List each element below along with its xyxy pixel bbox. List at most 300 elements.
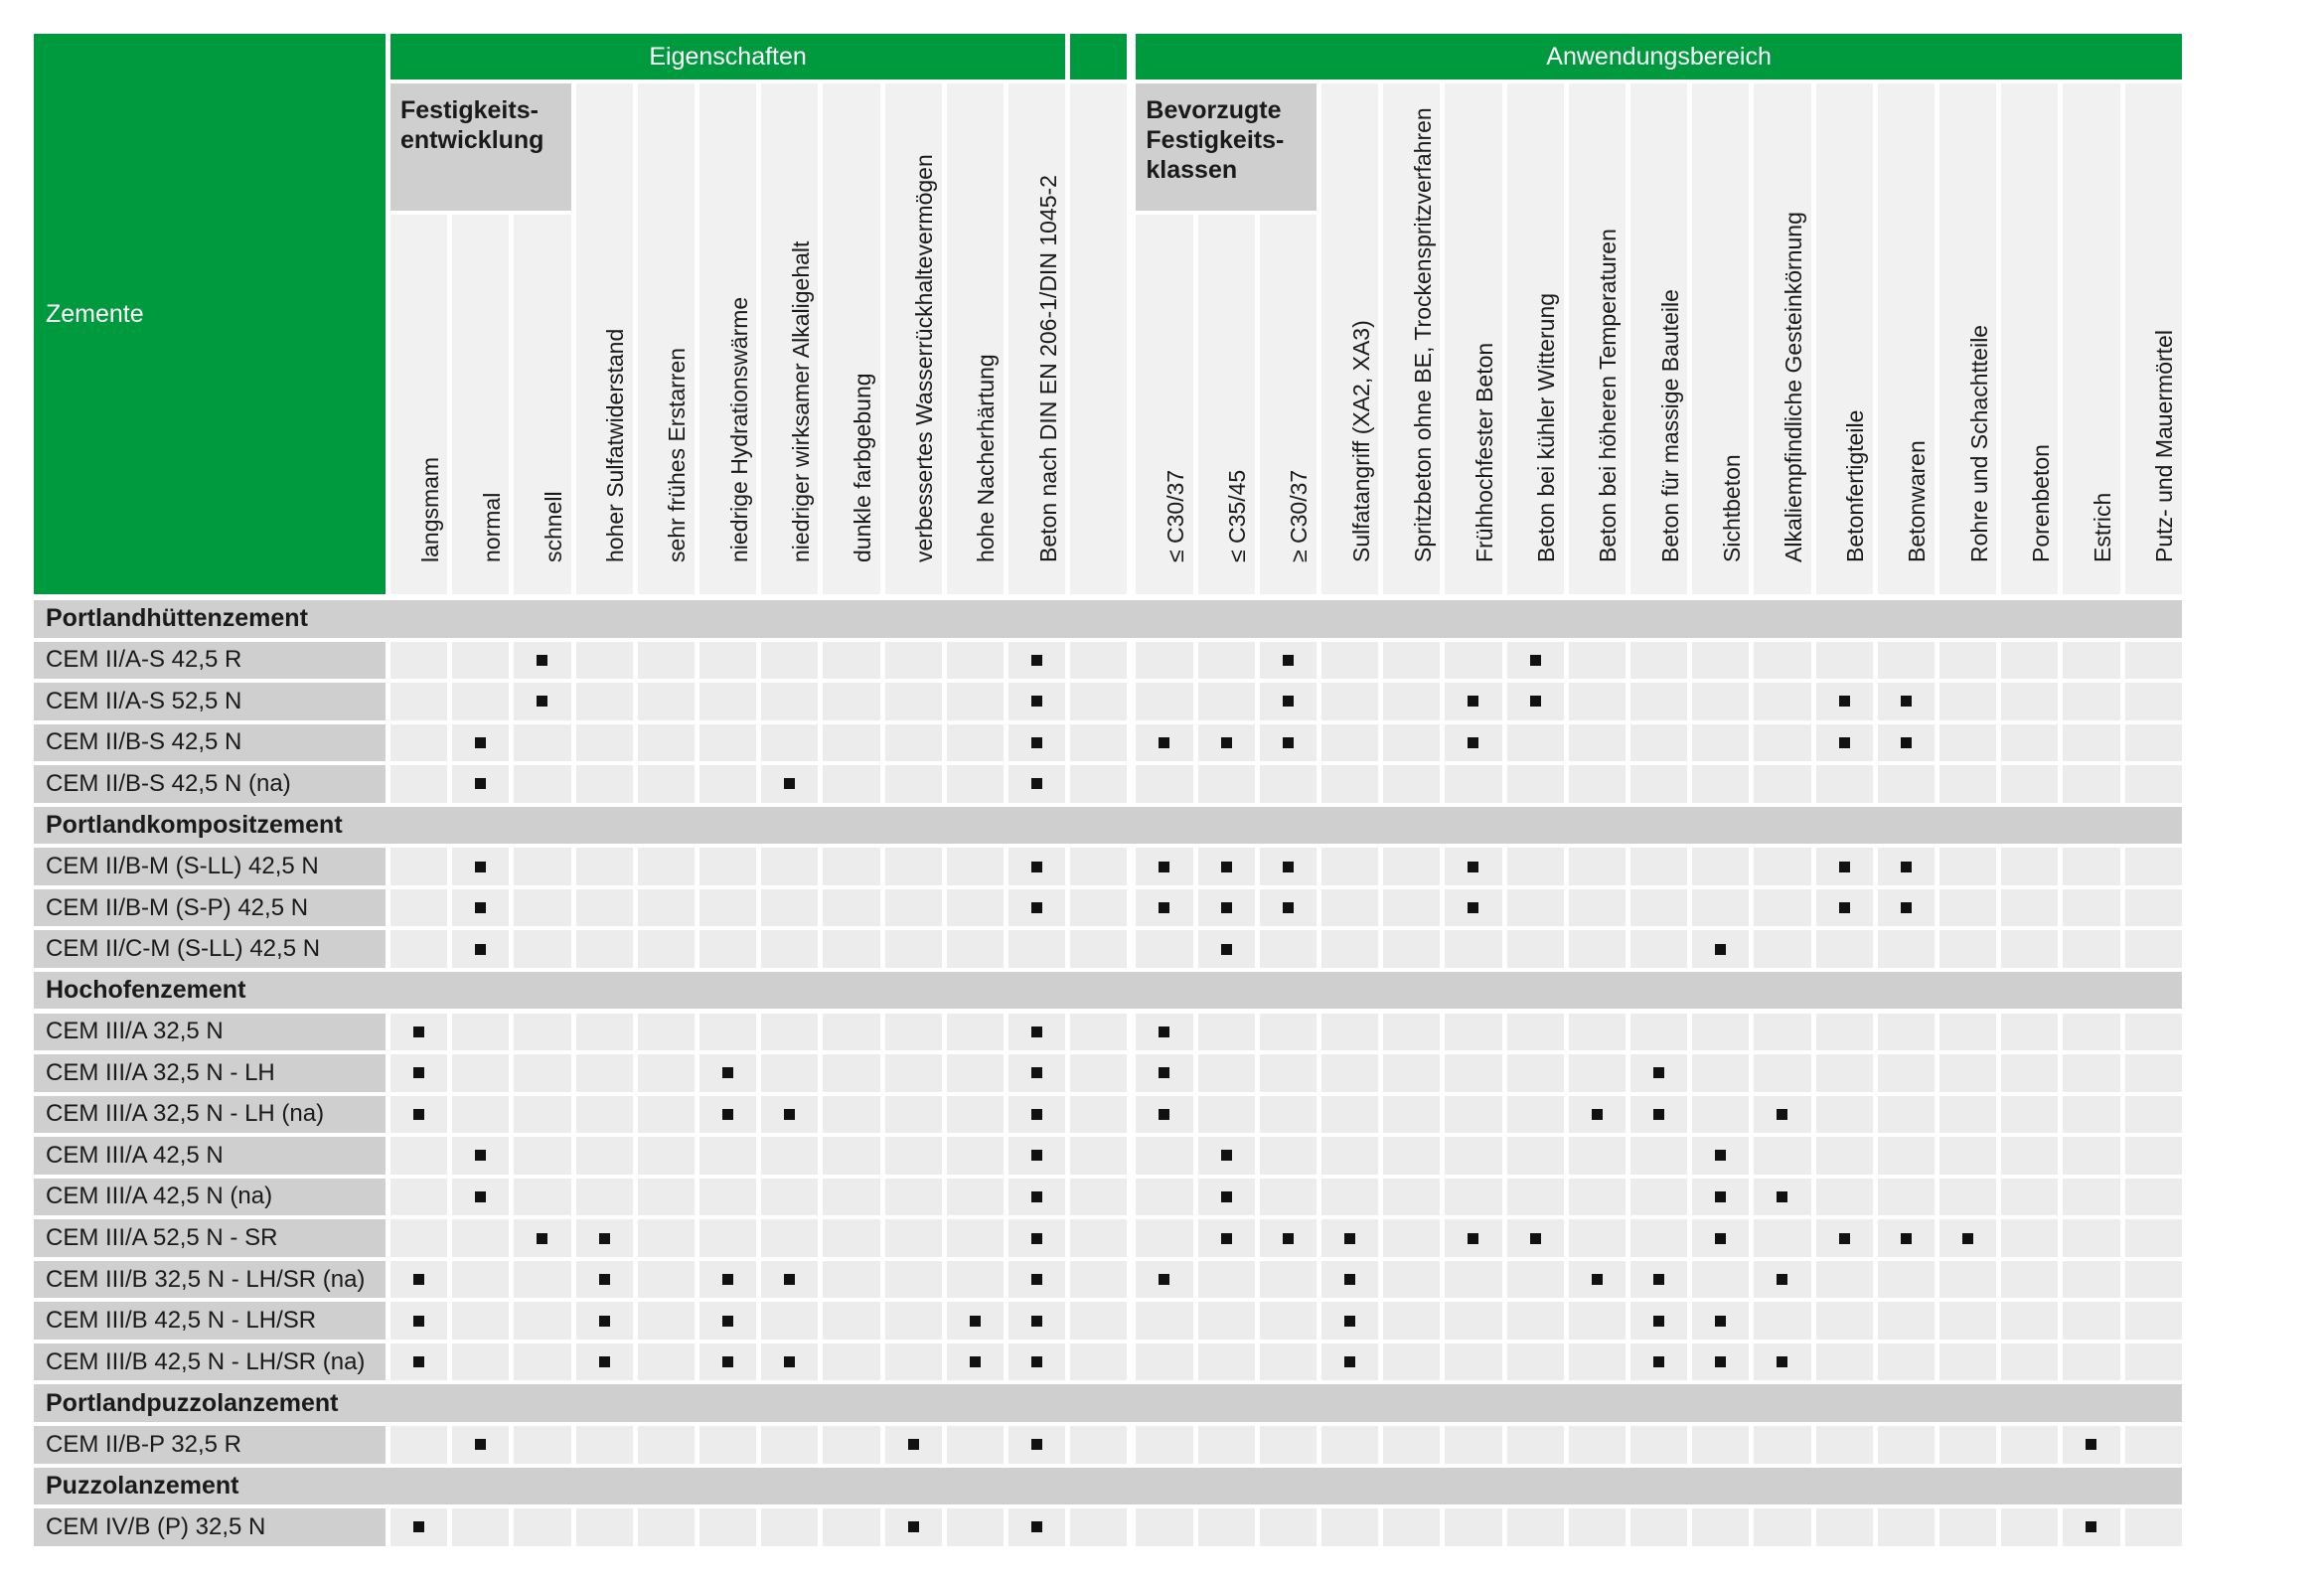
table-cell — [390, 1096, 447, 1134]
column-header — [1507, 83, 1564, 594]
table-cell — [699, 683, 756, 720]
table-cell — [514, 642, 570, 680]
table-cell — [1754, 642, 1810, 680]
column-label: niedriger wirksamer Alkaligehalt — [787, 240, 814, 562]
table-cell — [1816, 765, 1873, 803]
mark-square — [1159, 737, 1169, 748]
table-cell — [1445, 1508, 1501, 1546]
mark-square — [1344, 1274, 1355, 1285]
table-cell — [1692, 1302, 1749, 1340]
table-cell — [1692, 848, 1749, 885]
table-cell — [452, 1054, 509, 1092]
table-cell — [638, 642, 695, 680]
table-cell — [1878, 1096, 1935, 1134]
table-cell — [1507, 642, 1564, 680]
table-cell — [2063, 1014, 2119, 1051]
table-cell — [1754, 1179, 1810, 1216]
mark-square — [1159, 1067, 1169, 1078]
table-cell — [1321, 848, 1378, 885]
mark-square — [413, 1521, 424, 1532]
table-cell — [1878, 724, 1935, 762]
table-cell — [390, 1179, 447, 1216]
column-label: Beton für massige Bauteile — [1656, 289, 1683, 562]
section-row: Hochofenzement — [34, 972, 2182, 1010]
row-label: CEM III/A 32,5 N - LH — [34, 1054, 386, 1092]
table-cell — [390, 1261, 447, 1299]
table-cell — [2125, 1014, 2182, 1051]
spacer-header — [1070, 34, 1127, 79]
table-cell — [1136, 1508, 1192, 1546]
column-label: sehr frühes Erstarren — [664, 347, 691, 562]
mark-square — [1901, 737, 1912, 748]
table-cell — [1008, 1054, 1065, 1092]
mark-square — [1777, 1191, 1787, 1202]
table-cell — [947, 889, 1004, 927]
table-cell — [452, 930, 509, 968]
column-header — [1136, 215, 1192, 594]
table-cell — [885, 1508, 942, 1546]
table-cell — [2125, 1054, 2182, 1092]
table-cell — [699, 724, 756, 762]
table-cell — [576, 1219, 633, 1257]
mark-square — [1777, 1356, 1787, 1367]
table-cell — [452, 683, 509, 720]
table-cell — [885, 1261, 942, 1299]
mark-square — [1468, 1233, 1478, 1244]
table-cell — [699, 642, 756, 680]
table-cell — [1136, 1014, 1192, 1051]
table-cell — [1507, 683, 1564, 720]
table-cell — [1198, 1261, 1255, 1299]
mark-square — [537, 1233, 547, 1244]
table-cell — [1939, 1137, 1996, 1175]
row-label: CEM II/C-M (S-LL) 42,5 N — [34, 930, 386, 968]
table-cell — [1939, 930, 1996, 968]
table-cell — [452, 1096, 509, 1134]
column-label: Beton nach DIN EN 206-1/DIN 1045-2 — [1034, 175, 1061, 562]
row-label: CEM II/B-M (S-P) 42,5 N — [34, 889, 386, 927]
table-cell — [1754, 1343, 1810, 1381]
table-cell — [699, 1302, 756, 1340]
table-cell — [1008, 642, 1065, 680]
table-cell — [1321, 1261, 1378, 1299]
mark-square — [970, 1356, 981, 1367]
table-cell — [514, 1426, 570, 1464]
table-cell — [947, 930, 1004, 968]
table-cell — [1569, 889, 1626, 927]
table-cell — [1008, 930, 1065, 968]
table-cell — [947, 683, 1004, 720]
table-cell — [1008, 1302, 1065, 1340]
table-cell — [1321, 765, 1378, 803]
table-cell — [1198, 1014, 1255, 1051]
table-cell — [761, 848, 818, 885]
column-header — [1692, 83, 1749, 594]
table-cell — [1321, 930, 1378, 968]
table-cell — [823, 1261, 879, 1299]
mark-square — [1031, 778, 1042, 789]
table-cell — [1321, 889, 1378, 927]
table-cell — [823, 1302, 879, 1340]
table-cell — [1630, 1302, 1687, 1340]
table-cell — [1383, 1096, 1440, 1134]
table-cell — [1692, 1179, 1749, 1216]
table-cell — [699, 1343, 756, 1381]
table-cell — [1754, 1137, 1810, 1175]
mark-square — [1031, 1191, 1042, 1202]
mark-square — [1715, 1150, 1726, 1161]
table-cell — [1136, 1179, 1192, 1216]
column-label: Betonwaren — [1904, 440, 1931, 562]
table-cell — [1816, 1261, 1873, 1299]
table-cell — [947, 1137, 1004, 1175]
mark-square — [1901, 1233, 1912, 1244]
mark-square — [1715, 1233, 1726, 1244]
table-cell — [2125, 1137, 2182, 1175]
table-cell — [1008, 724, 1065, 762]
column-header — [1008, 83, 1065, 594]
table-cell — [1507, 1219, 1564, 1257]
mark-square — [1344, 1233, 1355, 1244]
table-cell — [1383, 1179, 1440, 1216]
table-cell — [514, 1219, 570, 1257]
table-cell — [823, 1096, 879, 1134]
table-cell — [390, 765, 447, 803]
table-cell — [1198, 1302, 1255, 1340]
mark-square — [1839, 902, 1850, 913]
table-cell — [514, 683, 570, 720]
table-cell — [885, 1054, 942, 1092]
table-cell — [1008, 1219, 1065, 1257]
table-cell — [1878, 1302, 1935, 1340]
table-cell — [2001, 889, 2058, 927]
table-cell — [699, 1014, 756, 1051]
table-cell — [1260, 848, 1317, 885]
column-header — [823, 83, 879, 594]
table-cell — [823, 1219, 879, 1257]
table-cell — [638, 889, 695, 927]
table-cell — [1692, 1219, 1749, 1257]
table-cell — [1816, 889, 1873, 927]
section-row: Puzzolanzement — [34, 1468, 2182, 1505]
table-cell — [1321, 1302, 1378, 1340]
mark-square — [722, 1067, 733, 1078]
table-cell — [947, 1054, 1004, 1092]
table-cell — [1507, 889, 1564, 927]
table-cell — [1383, 1508, 1440, 1546]
table-cell — [1754, 1219, 1810, 1257]
table-cell — [1939, 1302, 1996, 1340]
table-cell — [823, 889, 879, 927]
table-cell — [1939, 848, 1996, 885]
column-label: Beton bei kühler Witterung — [1533, 292, 1560, 562]
table-cell — [2001, 1261, 2058, 1299]
table-cell — [1878, 765, 1935, 803]
mark-square — [475, 737, 486, 748]
table-cell — [1939, 642, 1996, 680]
table-cell — [1070, 889, 1127, 927]
table-cell — [1816, 1179, 1873, 1216]
table-cell — [1630, 642, 1687, 680]
table-cell — [452, 1343, 509, 1381]
table-cell — [1569, 1179, 1626, 1216]
table-cell — [823, 765, 879, 803]
table-cell — [1198, 1426, 1255, 1464]
table-cell — [2063, 889, 2119, 927]
table-cell — [2125, 889, 2182, 927]
table-cell — [576, 1508, 633, 1546]
table-cell — [1198, 1343, 1255, 1381]
mark-square — [537, 655, 547, 666]
table-cell — [1383, 765, 1440, 803]
mark-square — [1221, 902, 1232, 913]
table-cell — [2125, 1179, 2182, 1216]
column-header — [638, 83, 695, 594]
table-cell — [390, 724, 447, 762]
table-cell — [1507, 848, 1564, 885]
table-cell — [1569, 724, 1626, 762]
table-cell — [1816, 1137, 1873, 1175]
table-cell — [699, 848, 756, 885]
table-cell — [1630, 1179, 1687, 1216]
mark-square — [1715, 1316, 1726, 1327]
table-cell — [947, 1508, 1004, 1546]
table-cell — [1445, 930, 1501, 968]
table-cell — [576, 1426, 633, 1464]
table-cell — [2125, 848, 2182, 885]
table-cell — [1321, 1137, 1378, 1175]
table-cell — [1008, 1343, 1065, 1381]
table-cell — [2125, 683, 2182, 720]
table-cell — [1754, 1096, 1810, 1134]
table-cell — [2125, 1219, 2182, 1257]
mark-square — [599, 1316, 610, 1327]
mark-square — [475, 944, 486, 955]
mark-square — [413, 1274, 424, 1285]
table-cell — [1136, 1426, 1192, 1464]
table-cell — [638, 1302, 695, 1340]
table-cell — [1754, 889, 1810, 927]
mark-square — [1221, 944, 1232, 955]
table-cell — [1692, 889, 1749, 927]
table-cell — [1321, 724, 1378, 762]
table-cell — [947, 1261, 1004, 1299]
table-cell — [1070, 1014, 1127, 1051]
column-header — [514, 215, 570, 594]
table-cell — [885, 724, 942, 762]
mark-square — [1221, 737, 1232, 748]
table-cell — [1070, 765, 1127, 803]
table-cell — [2063, 1054, 2119, 1092]
mark-square — [1283, 902, 1294, 913]
table-cell — [1136, 930, 1192, 968]
table-cell — [1321, 1508, 1378, 1546]
mark-square — [413, 1356, 424, 1367]
table-cell — [885, 930, 942, 968]
table-cell — [514, 724, 570, 762]
table-cell — [1008, 889, 1065, 927]
table-cell — [1445, 1137, 1501, 1175]
table-cell — [1507, 1343, 1564, 1381]
table-cell — [1136, 1054, 1192, 1092]
table-cell — [761, 1426, 818, 1464]
table-cell — [2001, 724, 2058, 762]
eigenschaften-header: Eigenschaften — [390, 34, 1065, 79]
table-cell — [452, 848, 509, 885]
mark-square — [1839, 862, 1850, 872]
table-cell — [1383, 1343, 1440, 1381]
table-cell — [823, 1054, 879, 1092]
column-label: Porenbeton — [2027, 444, 2054, 562]
table-cell — [1569, 1137, 1626, 1175]
table-cell — [1569, 683, 1626, 720]
table-cell — [1630, 889, 1687, 927]
column-header — [1445, 83, 1501, 594]
mark-square — [1159, 862, 1169, 872]
mark-square — [1592, 1274, 1603, 1285]
column-label: dunkle farbgebung — [849, 373, 875, 562]
column-header — [1939, 83, 1996, 594]
table-cell — [1569, 848, 1626, 885]
table-cell — [885, 848, 942, 885]
table-cell — [514, 1343, 570, 1381]
table-cell — [1754, 1014, 1810, 1051]
mark-square — [1653, 1316, 1664, 1327]
table-cell — [1321, 1426, 1378, 1464]
table-cell — [823, 930, 879, 968]
table-cell — [1070, 1219, 1127, 1257]
mark-square — [970, 1316, 981, 1327]
table-cell — [1445, 1426, 1501, 1464]
table-cell — [823, 1508, 879, 1546]
table-cell — [576, 1302, 633, 1340]
table-cell — [390, 642, 447, 680]
table-cell — [2063, 1179, 2119, 1216]
table-cell — [1816, 1096, 1873, 1134]
table-cell — [1260, 1137, 1317, 1175]
mark-square — [1344, 1356, 1355, 1367]
table-cell — [1070, 1302, 1127, 1340]
column-label: Sulfatangriff (XA2, XA3) — [1347, 320, 1374, 562]
mark-square — [1530, 1233, 1541, 1244]
column-label: Spritzbeton ohne BE, Trockenspritzverfahren — [1409, 107, 1436, 562]
table-cell — [1260, 1302, 1317, 1340]
table-cell — [1630, 930, 1687, 968]
table-cell — [2001, 1179, 2058, 1216]
mark-square — [1031, 1067, 1042, 1078]
column-label: Frühhochfester Beton — [1471, 342, 1497, 562]
table-cell — [1321, 1054, 1378, 1092]
mark-square — [475, 862, 486, 872]
table-cell — [2125, 765, 2182, 803]
table-cell — [2063, 1137, 2119, 1175]
table-cell — [1754, 765, 1810, 803]
table-cell — [1939, 1343, 1996, 1381]
table-cell — [1816, 724, 1873, 762]
table-cell — [452, 642, 509, 680]
table-cell — [885, 1343, 942, 1381]
table-cell — [761, 765, 818, 803]
table-cell — [390, 1343, 447, 1381]
table-cell — [638, 1343, 695, 1381]
column-label: niedrige Hydrationswärme — [725, 296, 752, 562]
table-cell — [1939, 1261, 1996, 1299]
table-cell — [514, 930, 570, 968]
table-cell — [390, 1508, 447, 1546]
table-cell — [1260, 765, 1317, 803]
mark-square — [1839, 737, 1850, 748]
table-cell — [1507, 1179, 1564, 1216]
table-cell — [1383, 683, 1440, 720]
table-cell — [1507, 724, 1564, 762]
table-cell — [1939, 889, 1996, 927]
section-row: Portlandkompositzement — [34, 807, 2182, 845]
table-cell — [761, 930, 818, 968]
table-cell — [1445, 683, 1501, 720]
mark-square — [1344, 1316, 1355, 1327]
table-cell — [761, 1219, 818, 1257]
table-cell — [2063, 683, 2119, 720]
table-cell — [1260, 1261, 1317, 1299]
table-cell — [514, 1014, 570, 1051]
mark-square — [1468, 902, 1478, 913]
mark-square — [1031, 1150, 1042, 1161]
table-cell — [1198, 1219, 1255, 1257]
mark-square — [413, 1316, 424, 1327]
table-cell — [1507, 1054, 1564, 1092]
table-cell — [1939, 1096, 1996, 1134]
table-cell — [947, 1343, 1004, 1381]
table-cell — [1878, 1014, 1935, 1051]
table-cell — [699, 1179, 756, 1216]
table-cell — [1569, 1302, 1626, 1340]
table-cell — [1136, 889, 1192, 927]
table-cell — [1321, 1014, 1378, 1051]
column-header — [390, 215, 447, 594]
table-cell — [2001, 848, 2058, 885]
table-cell — [1507, 930, 1564, 968]
table-cell — [1136, 1137, 1192, 1175]
table-cell — [452, 889, 509, 927]
table-cell — [1445, 724, 1501, 762]
column-label: Alkaliempfindliche Gesteinkörnung — [1780, 212, 1806, 562]
table-cell — [452, 1261, 509, 1299]
mark-square — [1031, 737, 1042, 748]
table-cell — [1008, 765, 1065, 803]
table-cell — [1569, 1014, 1626, 1051]
table-cell — [1260, 889, 1317, 927]
table-cell — [761, 1179, 818, 1216]
table-cell — [1692, 1014, 1749, 1051]
table-cell — [1198, 1508, 1255, 1546]
table-cell — [2063, 1343, 2119, 1381]
table-cell — [823, 1014, 879, 1051]
table-cell — [1630, 724, 1687, 762]
row-label: CEM II/B-M (S-LL) 42,5 N — [34, 848, 386, 885]
table-cell — [1507, 1302, 1564, 1340]
table-cell — [1569, 1096, 1626, 1134]
mark-square — [599, 1274, 610, 1285]
table-cell — [1692, 1137, 1749, 1175]
table-cell — [1630, 1096, 1687, 1134]
table-cell — [1692, 1426, 1749, 1464]
table-cell — [1754, 1508, 1810, 1546]
table-cell — [1507, 1096, 1564, 1134]
column-header — [576, 83, 633, 594]
mark-square — [1901, 902, 1912, 913]
table-cell — [1692, 642, 1749, 680]
table-cell — [514, 1261, 570, 1299]
